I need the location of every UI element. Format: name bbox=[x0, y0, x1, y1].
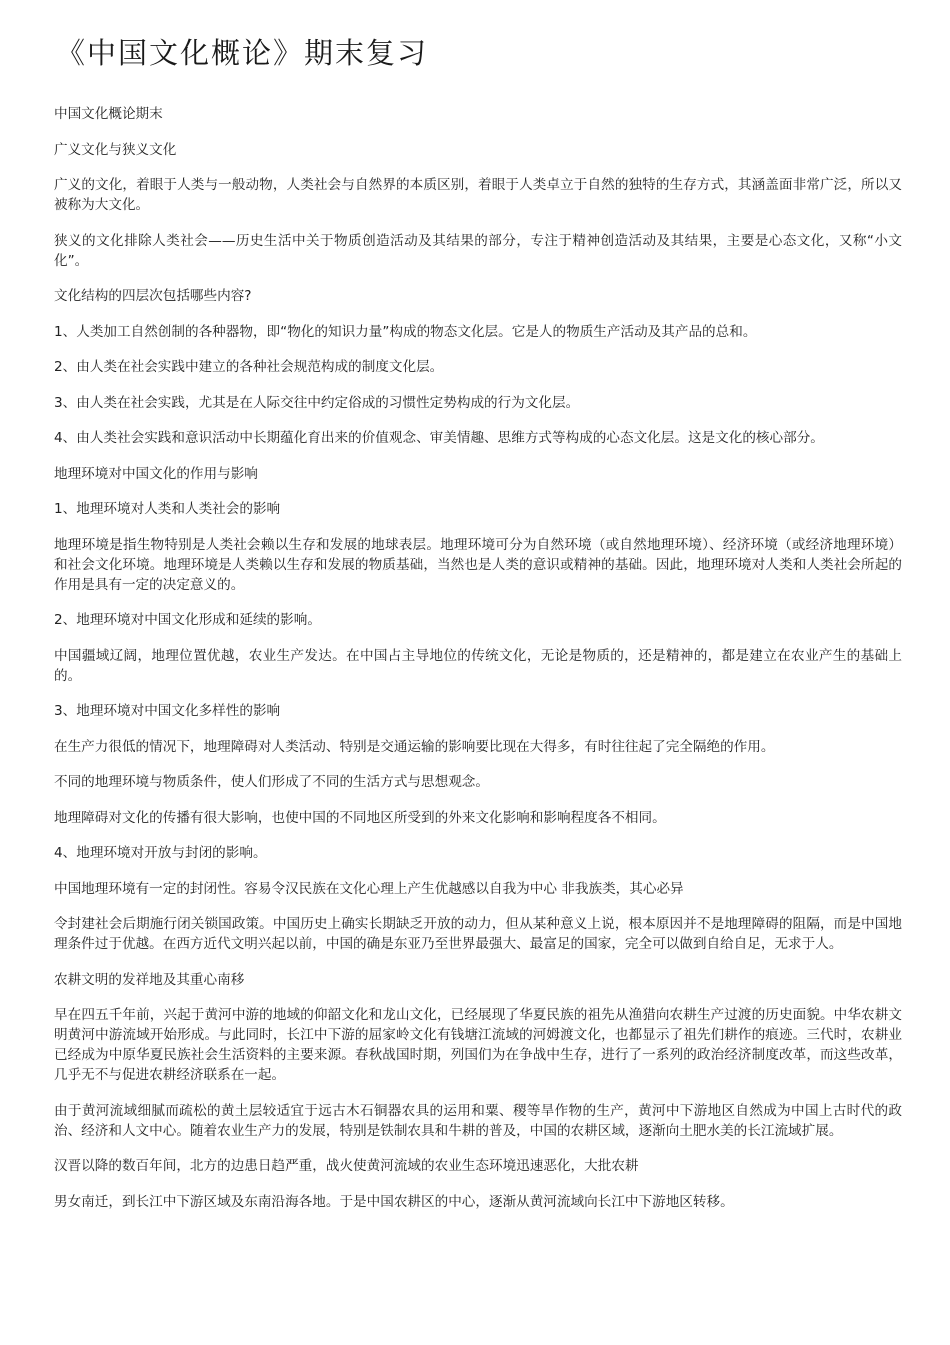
paragraph: 不同的地理环境与物质条件，使人们形成了不同的生活方式与思想观念。 bbox=[54, 774, 489, 790]
document-body bbox=[54, 104, 902, 1212]
paragraph: 4、由人类社会实践和意识活动中长期蕴化育出来的价值观念、审美情趣、思维方式等构成的心态文化层。这是文化的核心部分。 bbox=[54, 430, 824, 446]
paragraph: 地理环境是指生物特别是人类社会赖以生存和发展的地球表层。地理环境可分为自然环境（或自然地理环境）、经济环境（或经济地理环境）和社会文化环境。地理环境是人类赖以生存和发展的物质基础，当然也是人类的意识或精神的基础。因此，地理环境对人类和人类社会所起的作用是具有一定的决定意义的。 bbox=[54, 536, 902, 593]
paragraph: 男女南迁，到长江中下游区域及东南沿海各地。于是中国农耕区的中心，逐渐从黄河流域向长江中下游地区转移。 bbox=[54, 1193, 734, 1210]
paragraph: 1、人类加工自然创制的各种器物，即“物化的知识力量”构成的物态文化层。它是人的物质生产活动及其产品的总和。 bbox=[54, 323, 757, 340]
paragraph: 文化结构的四层次包括哪些内容? bbox=[54, 288, 252, 304]
paragraph: 4、地理环境对开放与封闭的影响。 bbox=[54, 845, 267, 861]
paragraph: 令封建社会后期施行闭关锁国政策。中国历史上确实长期缺乏开放的动力，但从某种意义上说，根本原因并不是地理障碍的阻隔，而是中国地理条件过于优越。在西方近代文明兴起以前，中国的确是东亚乃至世界最强大、最富足的国家，完全可以做到自给自足，无求于人。 bbox=[54, 916, 902, 952]
paragraph: 地理障碍对文化的传播有很大影响，也使中国的不同地区所受到的外来文化影响和影响程度各不相同。 bbox=[54, 809, 666, 826]
paragraph: 中国疆域辽阔，地理位置优越，农业生产发达。在中国占主导地位的传统文化，无论是物质的，还是精神的，都是建立在农业产生的基础上的。 bbox=[54, 647, 902, 684]
paragraph: 广义文化与狭义文化 bbox=[54, 141, 177, 158]
paragraph: 3、由人类在社会实践，尤其是在人际交往中约定俗成的习惯性定势构成的行为文化层。 bbox=[54, 394, 580, 411]
paragraph: 中国文化概论期末 bbox=[54, 106, 163, 122]
paragraph: 汉晋以降的数百年间，北方的边患日趋严重，战火使黄河流域的农业生态环境迅速恶化，大批农耕 bbox=[54, 1158, 639, 1174]
paragraph: 狭义的文化排除人类社会——历史生活中关于物质创造活动及其结果的部分，专注于精神创造活动及其结果，主要是心态文化，又称“小文化”。 bbox=[54, 232, 902, 269]
paragraph: 地理环境对中国文化的作用与影响 bbox=[54, 465, 258, 482]
paragraph: 3、地理环境对中国文化多样性的影响 bbox=[54, 703, 281, 719]
paragraph: 1、地理环境对人类和人类社会的影响 bbox=[54, 501, 281, 517]
paragraph: 中国地理环境有一定的封闭性。容易令汉民族在文化心理上产生优越感以自我为中心 非我族类，其心必异 bbox=[54, 880, 684, 897]
paragraph: 早在四五千年前，兴起于黄河中游的地域的仰韶文化和龙山文化，已经展现了华夏民族的祖先从渔猎向农耕生产过渡的历史面貌。中华农耕文明黄河中游流域开始形成。与此同时，长江中下游的屈家岭文化有钱塘江流域的河姆渡文化，也都显示了祖先们耕作的痕迹。三代时，农耕业已经成为中原华夏民族社会生活资料的主要来源。春秋战国时期，列国们为在争战中生存，进行了一系列的政治经济制度改革，而这些改革，几乎无不与促进农耕经济联系在一起。 bbox=[54, 1007, 902, 1083]
paragraph: 农耕文明的发祥地及其重心南移 bbox=[54, 971, 245, 988]
paragraph: 广义的文化，着眼于人类与一般动物，人类社会与自然界的本质区别，着眼于人类卓立于自然的独特的生存方式，其涵盖面非常广泛，所以又被称为大文化。 bbox=[54, 177, 902, 213]
paragraph: 由于黄河流域细腻而疏松的黄土层较适宜于远古木石铜器农具的运用和粟、稷等旱作物的生产，黄河中下游地区自然成为中国上古时代的政治、经济和人文中心。随着农业生产力的发展，特别是铁制农具和牛耕的普及，中国的农耕区域，逐渐向土肥水美的长江流域扩展。 bbox=[54, 1102, 902, 1139]
paragraph: 在生产力很低的情况下，地理障碍对人类活动、特别是交通运输的影响要比现在大得多，有时往往起了完全隔绝的作用。 bbox=[54, 738, 775, 755]
paragraph: 2、由人类在社会实践中建立的各种社会规范构成的制度文化层。 bbox=[54, 359, 444, 375]
document-title: 《中国文化概论》期末复习 bbox=[56, 36, 429, 70]
paragraph: 2、地理环境对中国文化形成和延续的影响。 bbox=[54, 612, 321, 628]
